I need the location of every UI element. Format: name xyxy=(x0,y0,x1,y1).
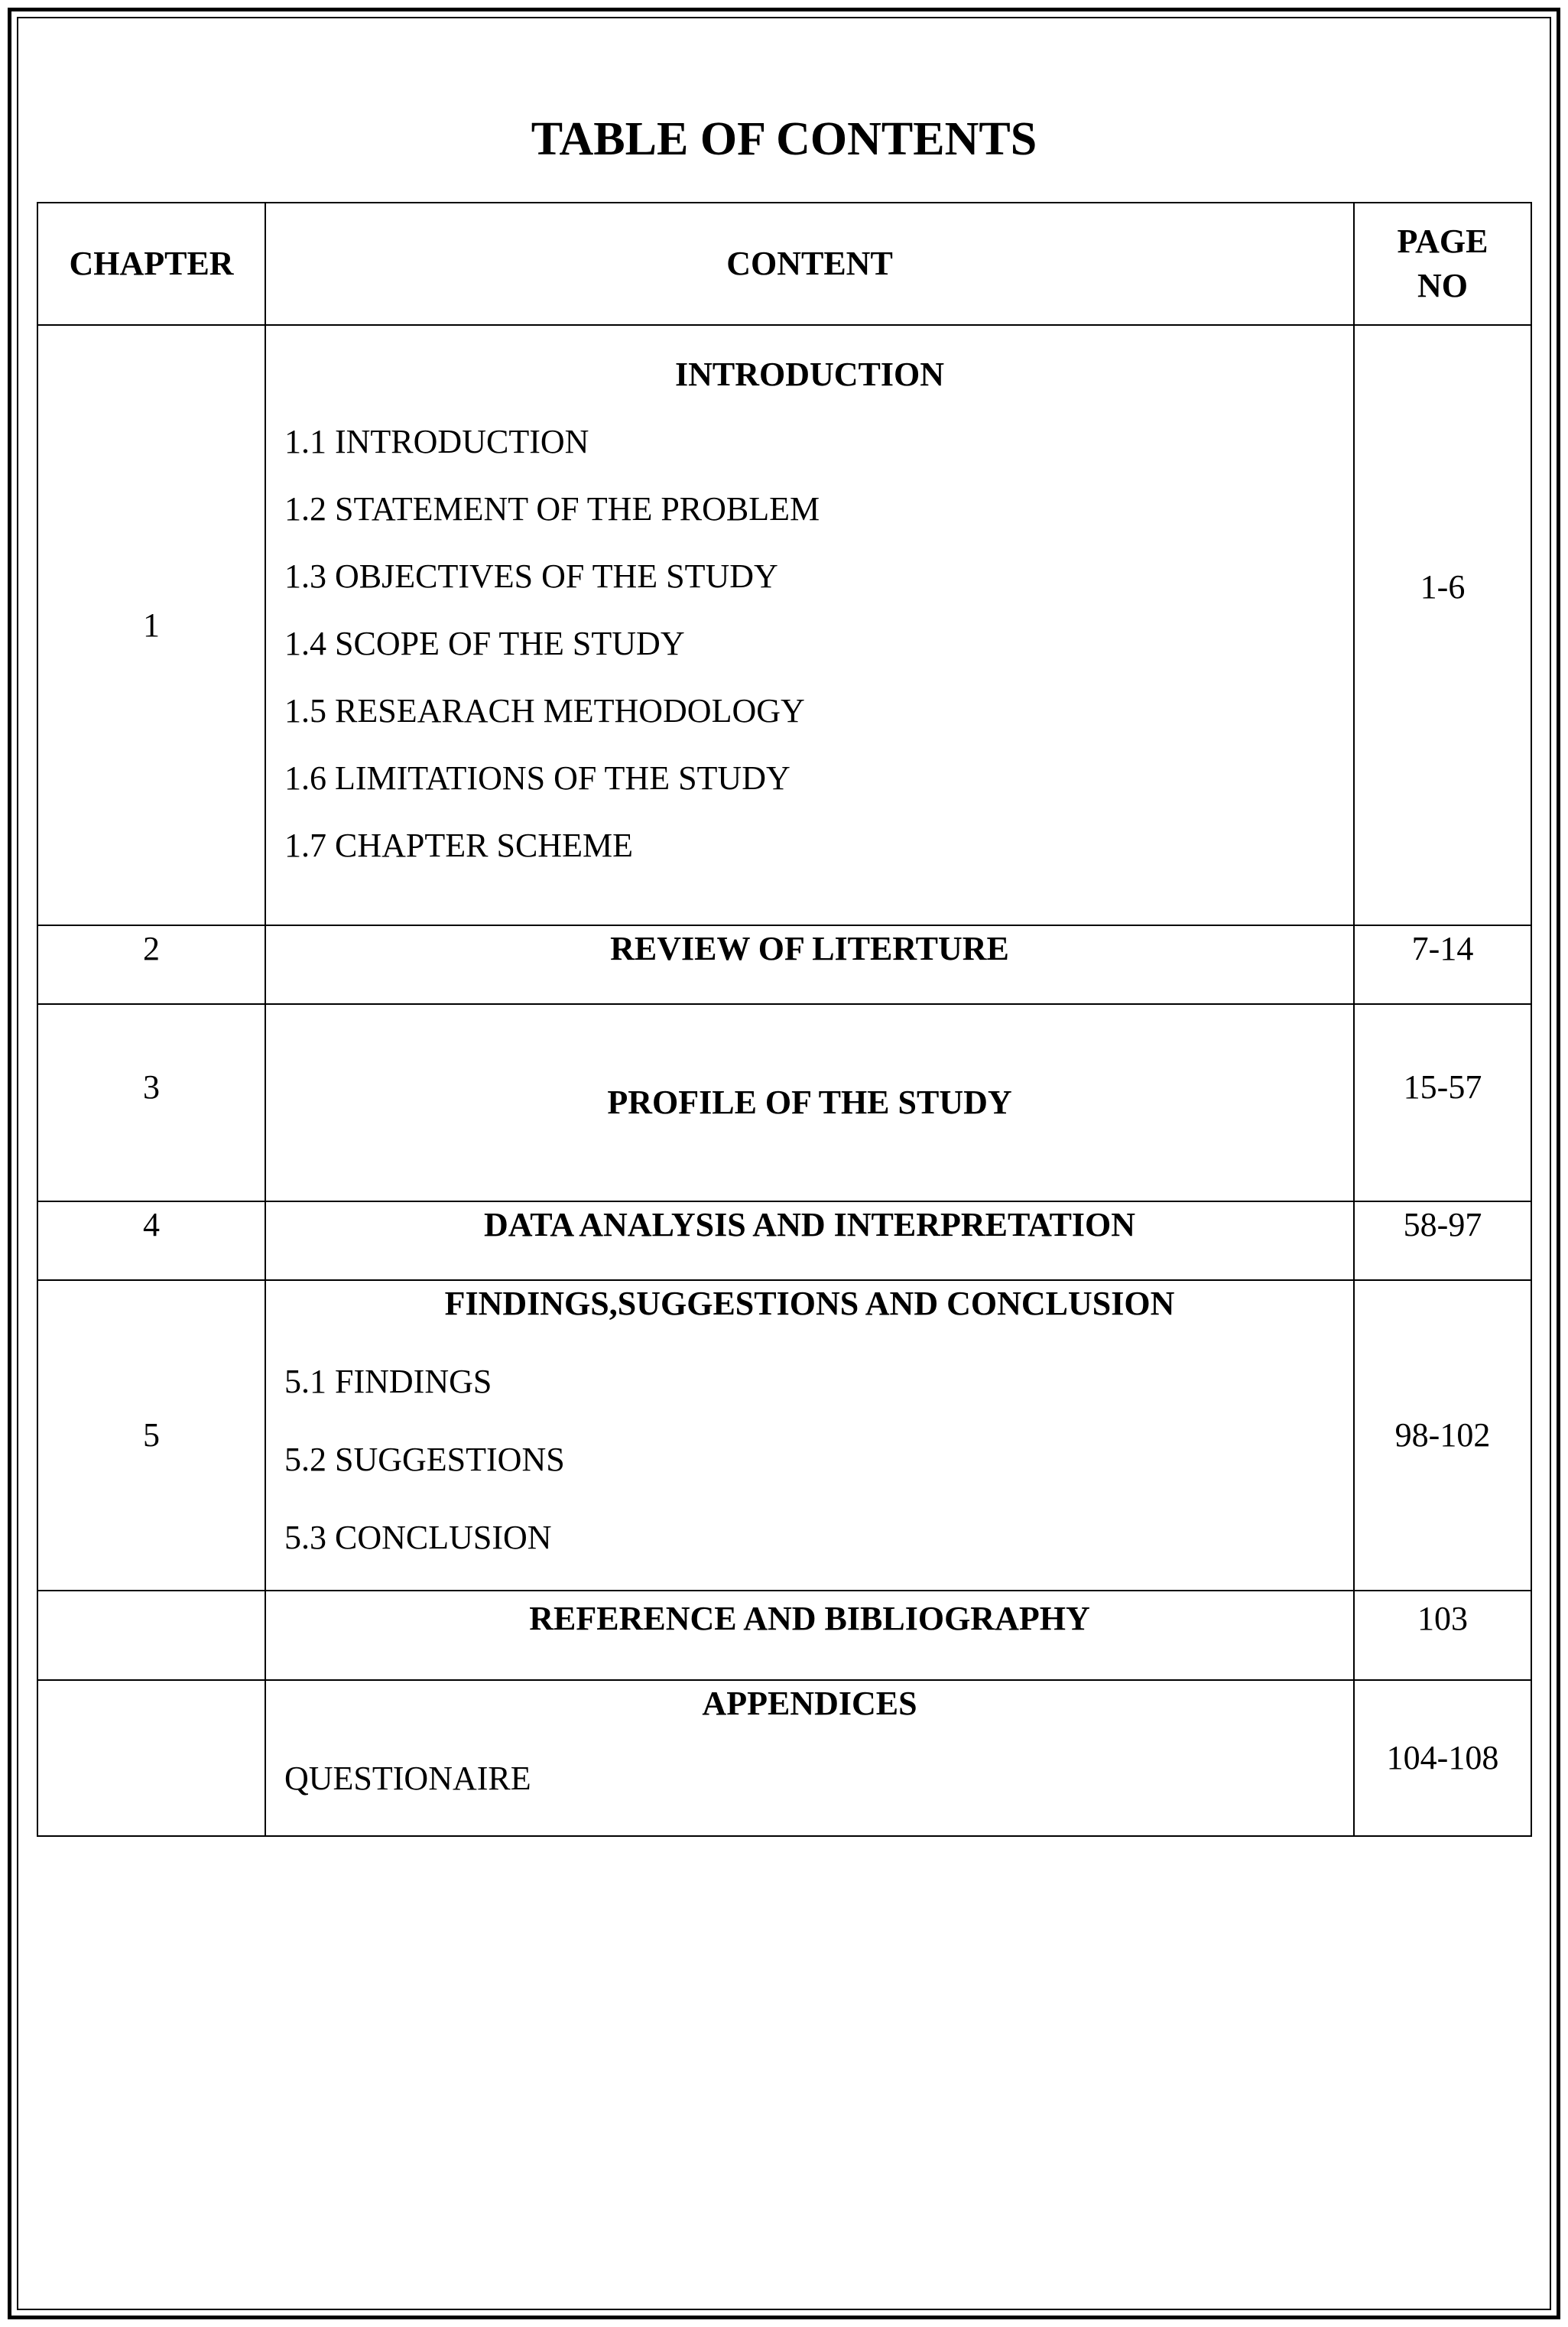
section-item: 5.2 SUGGESTIONS xyxy=(284,1441,565,1478)
page-range: 104-108 xyxy=(1386,1739,1499,1776)
header-chapter: CHAPTER xyxy=(37,203,265,325)
section-item: 1.4 SCOPE OF THE STUDY xyxy=(284,625,685,662)
content-cell xyxy=(265,1680,1354,1836)
section-item: QUESTIONAIRE xyxy=(284,1760,531,1797)
page-range-cell xyxy=(1354,925,1531,1004)
page-range: 58-97 xyxy=(1403,1206,1482,1243)
page-range: 103 xyxy=(1417,1600,1468,1637)
chapter-number: 5 xyxy=(143,1416,160,1454)
page-range-cell xyxy=(1354,1004,1531,1201)
header-page-line1: PAGE xyxy=(1397,223,1488,260)
chapter-number: 1 xyxy=(143,606,160,644)
section-item: 1.7 CHAPTER SCHEME xyxy=(284,827,633,864)
page-range-cell xyxy=(1354,1201,1531,1280)
content-cell xyxy=(265,925,1354,1004)
table-row xyxy=(37,1591,1531,1680)
section-item: 5.1 FINDINGS xyxy=(284,1363,492,1400)
page-range: 7-14 xyxy=(1411,930,1474,967)
content-cell xyxy=(265,325,1354,925)
chapter-heading: REFERENCE AND BIBLIOGRAPHY xyxy=(529,1600,1090,1637)
table-row xyxy=(37,1004,1531,1201)
chapter-heading: INTRODUCTION xyxy=(674,356,945,393)
content-cell xyxy=(265,1280,1354,1591)
chapter-cell xyxy=(37,1680,265,1836)
chapter-heading: DATA ANALYSIS AND INTERPRETATION xyxy=(483,1206,1136,1243)
page-title: TABLE OF CONTENTS xyxy=(531,113,1037,165)
table-row xyxy=(37,1201,1531,1280)
header-row xyxy=(37,203,1531,325)
chapter-cell xyxy=(37,1201,265,1280)
table-row xyxy=(37,1280,1531,1591)
section-item: 1.2 STATEMENT OF THE PROBLEM xyxy=(284,490,820,528)
chapter-cell xyxy=(37,925,265,1004)
chapter-cell xyxy=(37,1280,265,1591)
table-row xyxy=(37,325,1531,925)
page-range-cell xyxy=(1354,1591,1531,1680)
chapter-cell xyxy=(37,1591,265,1680)
content-cell xyxy=(265,1004,1354,1201)
page-range: 98-102 xyxy=(1394,1416,1491,1454)
section-item: 1.1 INTRODUCTION xyxy=(284,423,589,460)
header-page-line2: NO xyxy=(1417,267,1468,304)
section-item: 1.5 RESEARACH METHODOLOGY xyxy=(284,692,805,730)
chapter-number: 4 xyxy=(143,1206,160,1243)
section-item: 1.6 LIMITATIONS OF THE STUDY xyxy=(284,759,790,797)
toc-table xyxy=(37,202,1532,1837)
chapter-number: 2 xyxy=(143,930,160,967)
table-row xyxy=(37,925,1531,1004)
header-content: CONTENT xyxy=(265,203,1354,325)
chapter-heading: REVIEW OF LITERTURE xyxy=(610,930,1009,967)
content-cell xyxy=(265,1201,1354,1280)
page-range-cell xyxy=(1354,325,1531,925)
chapter-heading: APPENDICES xyxy=(702,1685,917,1722)
chapter-heading: FINDINGS,SUGGESTIONS AND CONCLUSION xyxy=(444,1285,1175,1322)
page-range: 15-57 xyxy=(1403,1068,1482,1106)
header-page-no xyxy=(1354,203,1531,325)
section-item: 1.3 OBJECTIVES OF THE STUDY xyxy=(284,557,778,595)
page-range-cell xyxy=(1354,1680,1531,1836)
section-item: 5.3 CONCLUSION xyxy=(284,1519,552,1556)
chapter-number: 3 xyxy=(143,1068,160,1106)
chapter-cell xyxy=(37,1004,265,1201)
chapter-cell xyxy=(37,325,265,925)
content-cell xyxy=(265,1591,1354,1680)
page-range: 1-6 xyxy=(1420,567,1466,606)
chapter-heading: PROFILE OF THE STUDY xyxy=(607,1084,1012,1121)
page-range-cell xyxy=(1354,1280,1531,1591)
table-row xyxy=(37,1680,1531,1836)
